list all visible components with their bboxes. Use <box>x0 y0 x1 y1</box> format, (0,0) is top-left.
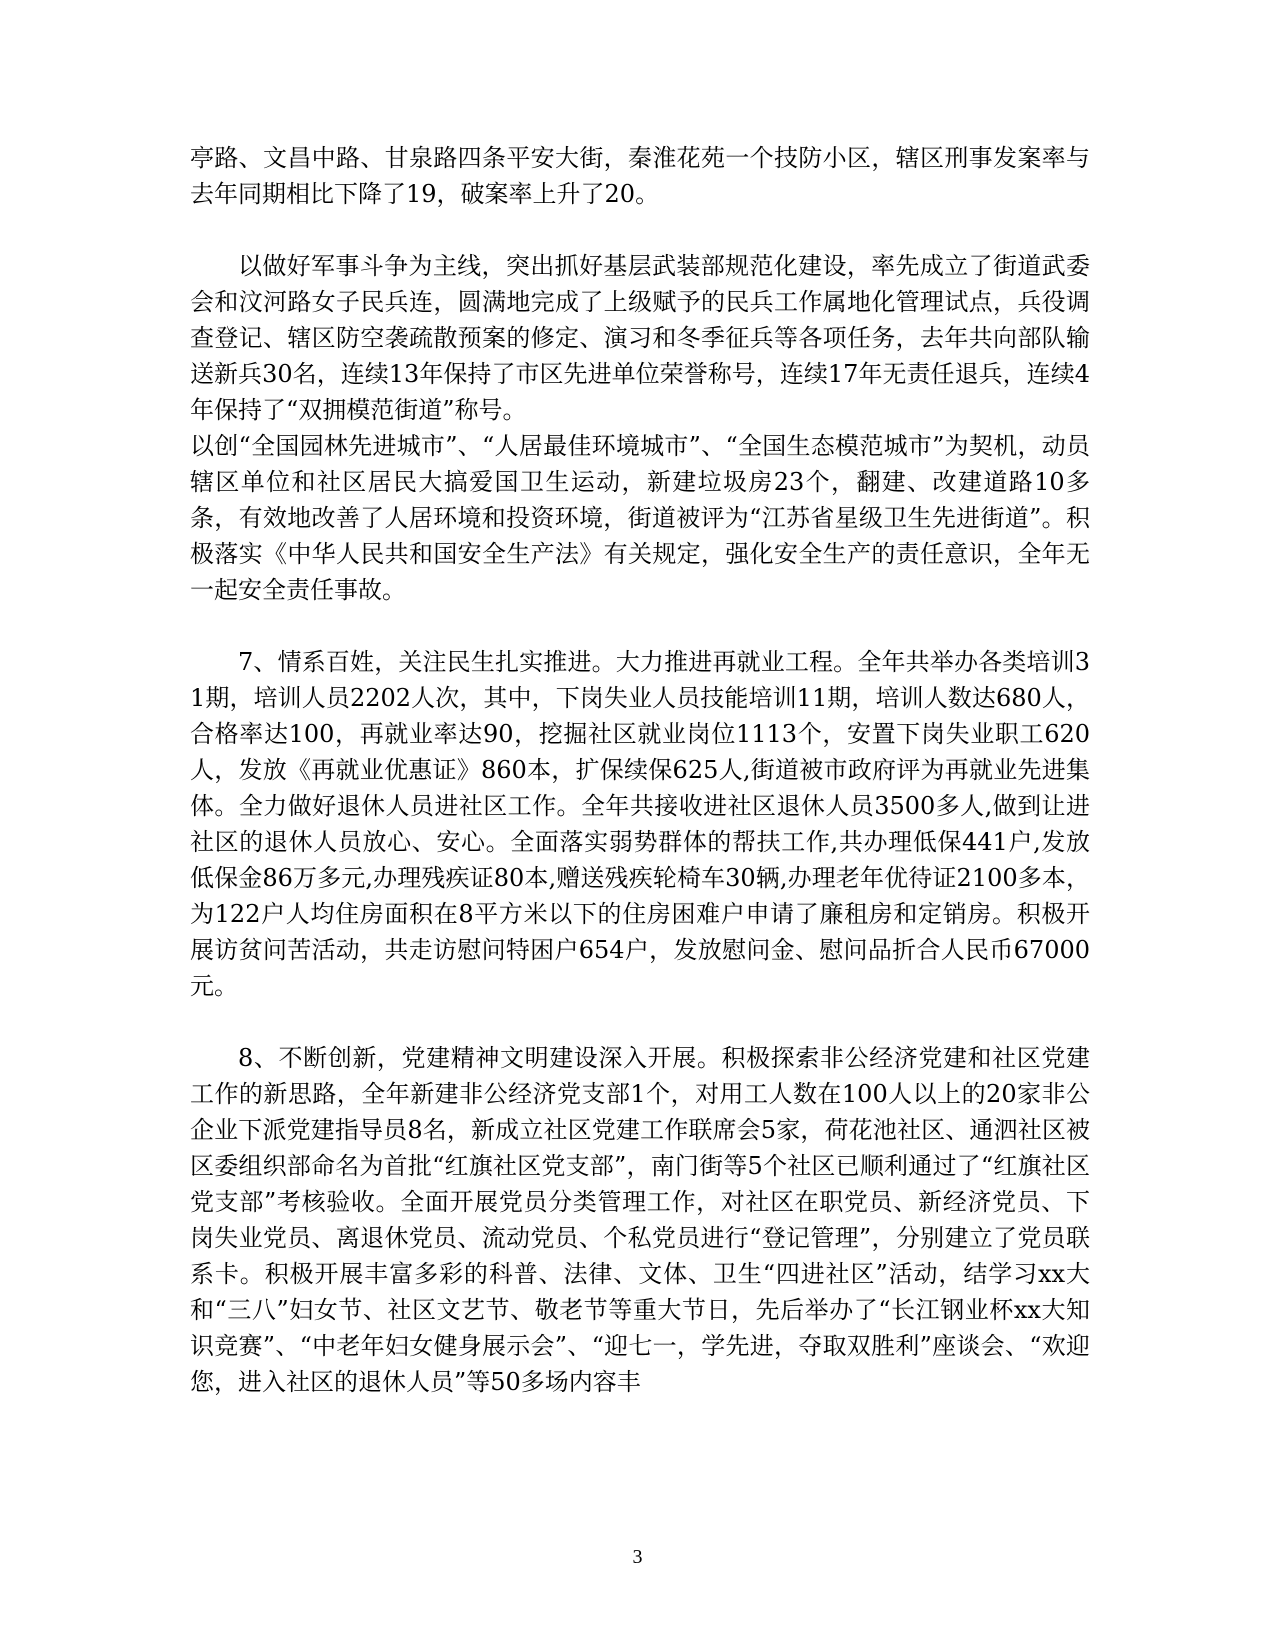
document-body <box>190 140 1090 1400</box>
paragraph-sanitation-safety: 以创“全国园林先进城市”、“人居最佳环境城市”、“全国生态模范城市”为契机，动员辖区单位和社区居民大搞爱国卫生运动，新建垃圾房23个，翻建、改建道路10多条，有效地改善了人居环境和投资环境，街道被评为“江苏省星级卫生先进街道”。积极落实《中华人民共和国安全生产法》有关规定，强化安全生产的责任意识，全年无一起安全责任事故。 <box>190 432 1090 604</box>
page-number: 3 <box>632 1546 643 1568</box>
paragraph-military-work: 以做好军事斗争为主线，突出抓好基层武装部规范化建设，率先成立了街道武委会和汶河路女子民兵连，圆满地完成了上级赋予的民兵工作属地化管理试点，兵役调查登记、辖区防空袭疏散预案的修定、演习和冬季征兵等各项任务，去年共向部队输送新兵30名，连续13年保持了市区先进单位荣誉称号，连续17年无责任退兵，连续4年保持了“双拥模范街道”称号。 <box>190 252 1090 424</box>
paragraph-public-safety: 亭路、文昌中路、甘泉路四条平安大街，秦淮花苑一个技防小区，辖区刑事发案率与去年同期相比下降了19，破案率上升了20。 <box>190 144 1090 208</box>
paragraph-livelihood: 7、情系百姓，关注民生扎实推进。大力推进再就业工程。全年共举办各类培训31期，培训人员2202人次，其中，下岗失业人员技能培训11期，培训人数达680人，合格率达100，再就业率达90，挖掘社区就业岗位1113个，安置下岗失业职工620人，发放《再就业优惠证》860本，扩保续保625人,街道被市政府评为再就业先进集体。全力做好退休人员进社区工作。全年共接收进社区退休人员3500多人,做到让进社区的退休人员放心、安心。全面落实弱势群体的帮扶工作,共办理低保441户,发放低保金86万多元,办理残疾证80本,赠送残疾轮椅车30辆,办理老年优待证2100多本，为122户人均住房面积在8平方米以下的住房困难户申请了廉租房和定销房。积极开展访贫问苦活动，共走访慰问特困户654户，发放慰问金、慰问品折合人民币67000元。 <box>190 648 1090 1000</box>
paragraph-party-building: 8、不断创新，党建精神文明建设深入开展。积极探索非公经济党建和社区党建工作的新思路，全年新建非公经济党支部1个，对用工人数在100人以上的20家非公企业下派党建指导员8名，新成立社区党建工作联席会5家，荷花池社区、通泗社区被区委组织部命名为首批“红旗社区党支部”，南门街等5个社区已顺利通过了“红旗社区党支部”考核验收。全面开展党员分类管理工作，对社区在职党员、新经济党员、下岗失业党员、离退休党员、流动党员、个私党员进行“登记管理”，分别建立了党员联系卡。积极开展丰富多彩的科普、法律、文体、卫生“四进社区”活动，结学习xx大和“三八”妇女节、社区文艺节、敬老节等重大节日，先后举办了“长江钢业杯xx大知识竞赛”、“中老年妇女健身展示会”、“迎七一，学先进，夺取双胜利”座谈会、“欢迎您，进入社区的退休人员”等50多场内容丰 <box>190 1044 1090 1396</box>
